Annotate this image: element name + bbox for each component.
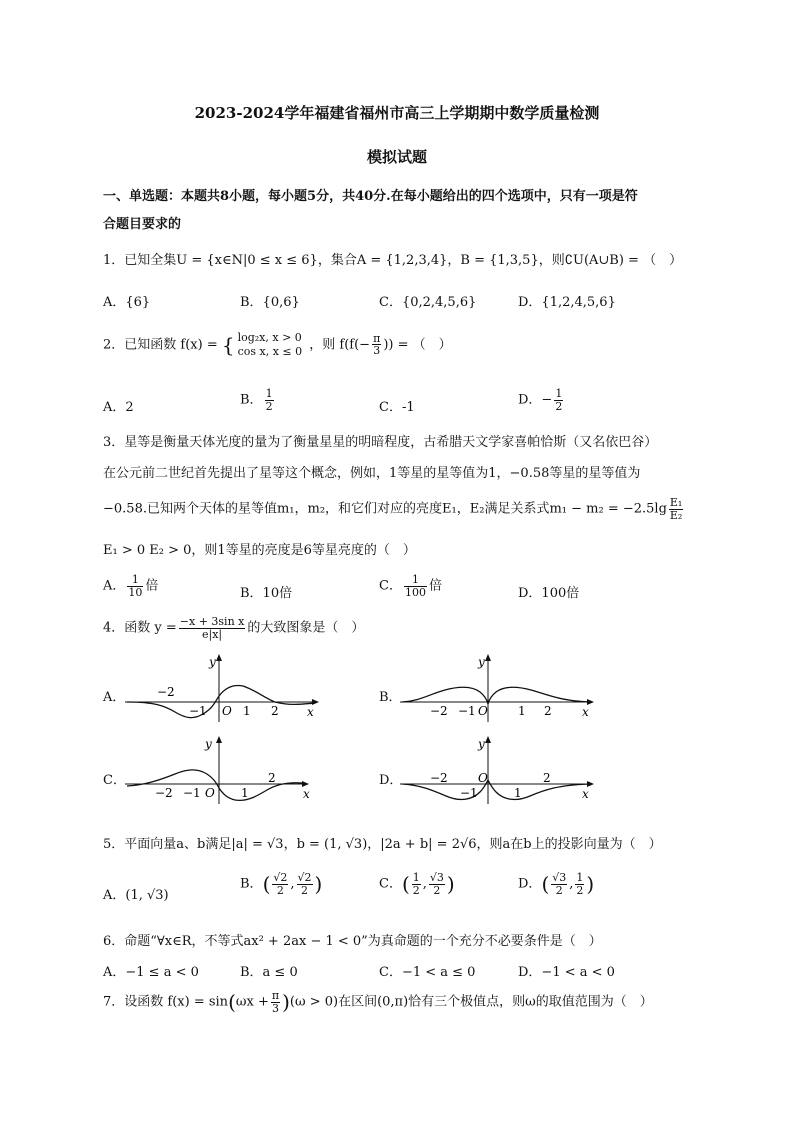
tick-label: −2 <box>430 771 448 785</box>
question-3-line-4: E₁ > 0 E₂ > 0，则1等星的亮度是6等星亮度的（ ） <box>103 543 416 558</box>
question-1-stem: 1．已知全集U = {x∈N|0 ≤ x ≤ 6}，集合A = {1,2,3,4}，B = {1,3,5}，则∁U(A∪B) = （ ） <box>103 253 683 268</box>
q5-option-c: C．( $\frac{1}{2}$ , $\frac{√3}{2}$ ) <box>379 871 455 897</box>
q1-option-d: D．{1,2,4,5,6} <box>518 295 616 310</box>
q3-option-b: B．10倍 <box>240 586 293 601</box>
y-label: y <box>209 655 216 669</box>
q3-option-c: C． $\frac{1}{100}$ 倍 <box>379 573 442 599</box>
tick-label: −1 <box>183 786 201 800</box>
question-7-stem: 7．设函数 f(x) = sin(ωx + $\frac{\pi}{3}$ )(ω > 0)在区间(0,π)恰有三个极值点，则ω的取值范围为（ ） <box>103 989 653 1015</box>
q4-graph-d <box>400 734 600 806</box>
exam-subtitle: 模拟试题 <box>366 148 427 166</box>
q6-option-b: B．a ≤ 0 <box>240 965 298 980</box>
tick-label: 1 <box>518 704 526 718</box>
q2-case-2: cos x, x ≤ 0 <box>237 344 303 358</box>
tick-label: 2 <box>271 704 279 718</box>
y-label: y <box>478 655 485 669</box>
q2-option-c: C．-1 <box>379 400 415 415</box>
q6-option-c: C．−1 < a ≤ 0 <box>379 965 476 980</box>
q1-option-b: B．{0,6} <box>240 295 300 310</box>
origin-label: O <box>222 704 232 718</box>
question-3-line-1: 3．星等是衡量天体光度的量为了衡量星星的明暗程度，古希腊天文学家喜帕恰斯（又名依巴谷） <box>103 435 658 450</box>
q2-prefix: 2．已知函数 f(x) = <box>103 337 218 353</box>
tick-label: −1 <box>460 786 478 800</box>
q2-piecewise <box>238 331 303 359</box>
q4-option-a-label: A． <box>103 690 126 705</box>
tick-label: −2 <box>430 704 448 718</box>
x-label: x <box>582 787 589 801</box>
origin-label: O <box>205 786 215 800</box>
y-label: y <box>205 737 212 751</box>
curve <box>402 687 590 704</box>
origin-label: O <box>478 704 488 718</box>
q2-mid: ，则 f(f(− <box>309 337 371 353</box>
x-label: x <box>582 705 589 719</box>
tick-label: 1 <box>514 786 522 800</box>
q5-option-d: D．( $\frac{√3}{2}$ , $\frac{1}{2}$ ) <box>518 871 595 897</box>
q4-graph-c <box>125 734 325 806</box>
q3-option-a: A． $\frac{1}{10}$ 倍 <box>103 573 159 599</box>
q4-graph-a <box>125 652 325 724</box>
q1-option-a: A．{6} <box>103 295 151 310</box>
q4-option-b-label: B． <box>379 690 402 705</box>
x-label: x <box>307 705 314 719</box>
q6-option-a: A．−1 ≤ a < 0 <box>103 965 199 980</box>
question-6-stem: 6．命题“∀x∈R，不等式ax² + 2ax − 1 < 0”为真命题的一个充分不必要条件是（ ） <box>103 934 602 949</box>
q2-option-d: D．− $\frac{1}{2}$ <box>518 387 563 413</box>
x-label: x <box>303 787 310 801</box>
q2-case-1: log₂x, x > 0 <box>237 331 302 344</box>
q3-option-d: D．100倍 <box>518 586 580 601</box>
question-4-stem: 4．函数 y = $\frac{\text{−x + 3sin x}}{e|x|}$ 的大致图象是（ ） <box>103 615 365 641</box>
brace-icon: { <box>221 332 235 357</box>
q4-graph-b <box>400 652 600 724</box>
tick-label: 1 <box>243 704 251 718</box>
y-axis-arrow-icon <box>216 654 222 661</box>
tick-label: 2 <box>543 771 551 785</box>
q5-option-b: B．( $\frac{√2}{2}$ , $\frac{√2}{2}$ ) <box>240 871 323 897</box>
q2-fraction: $\frac{\pi}{3}$ <box>373 331 381 358</box>
tick-label: −1 <box>458 704 476 718</box>
question-2-stem <box>103 331 452 359</box>
q4-option-c-label: C． <box>103 773 126 788</box>
tick-label: 2 <box>268 771 276 785</box>
y-axis-arrow-icon <box>485 736 491 743</box>
exam-title: 2023-2024学年福建省福州市高三上学期期中数学质量检测 <box>194 104 600 122</box>
tick-label: −2 <box>157 685 175 699</box>
section-heading: 一、单选题：本题共8小题，每小题5分，共40分.在每小题给出的四个选项中，只有一项是符 <box>103 189 638 204</box>
y-axis-arrow-icon <box>216 736 222 743</box>
q1-option-c: C．{0,2,4,5,6} <box>379 295 477 310</box>
q2-option-a: A．2 <box>103 400 134 415</box>
y-axis-arrow-icon <box>485 654 491 661</box>
q5-option-a: A．(1, √3) <box>103 888 169 903</box>
question-3-line-3: −0.58.已知两个天体的星等值m₁，m₂，和它们对应的亮度E₁，E₂满足关系式m₁ − m₂ = −2.5lg $\frac{\text{E₁}}{\text{E₂}}$ <box>103 496 683 522</box>
y-label: y <box>478 737 485 751</box>
q2-option-b: B． $\frac{1}{2}$ <box>240 387 273 413</box>
q2-suffix: )) = （ ） <box>383 337 452 353</box>
tick-label: 2 <box>544 704 552 718</box>
section-heading-cont: 合题目要求的 <box>103 217 182 232</box>
tick-label: −1 <box>189 704 207 718</box>
tick-label: 1 <box>241 786 249 800</box>
origin-label: O <box>478 771 488 785</box>
question-5-stem: 5．平面向量a、b满足|a| = √3，b = (1, √3)，|2a + b| = 2√6，则a在b上的投影向量为（ ） <box>103 837 662 852</box>
q4-option-d-label: D． <box>379 773 403 788</box>
question-3-line-2: 在公元前二世纪首先提出了星等这个概念，例如，1等星的星等值为1，−0.58等星的星等值为 <box>103 466 641 481</box>
tick-label: −2 <box>155 786 173 800</box>
curve <box>127 770 303 801</box>
q6-option-d: D．−1 < a < 0 <box>518 965 615 980</box>
